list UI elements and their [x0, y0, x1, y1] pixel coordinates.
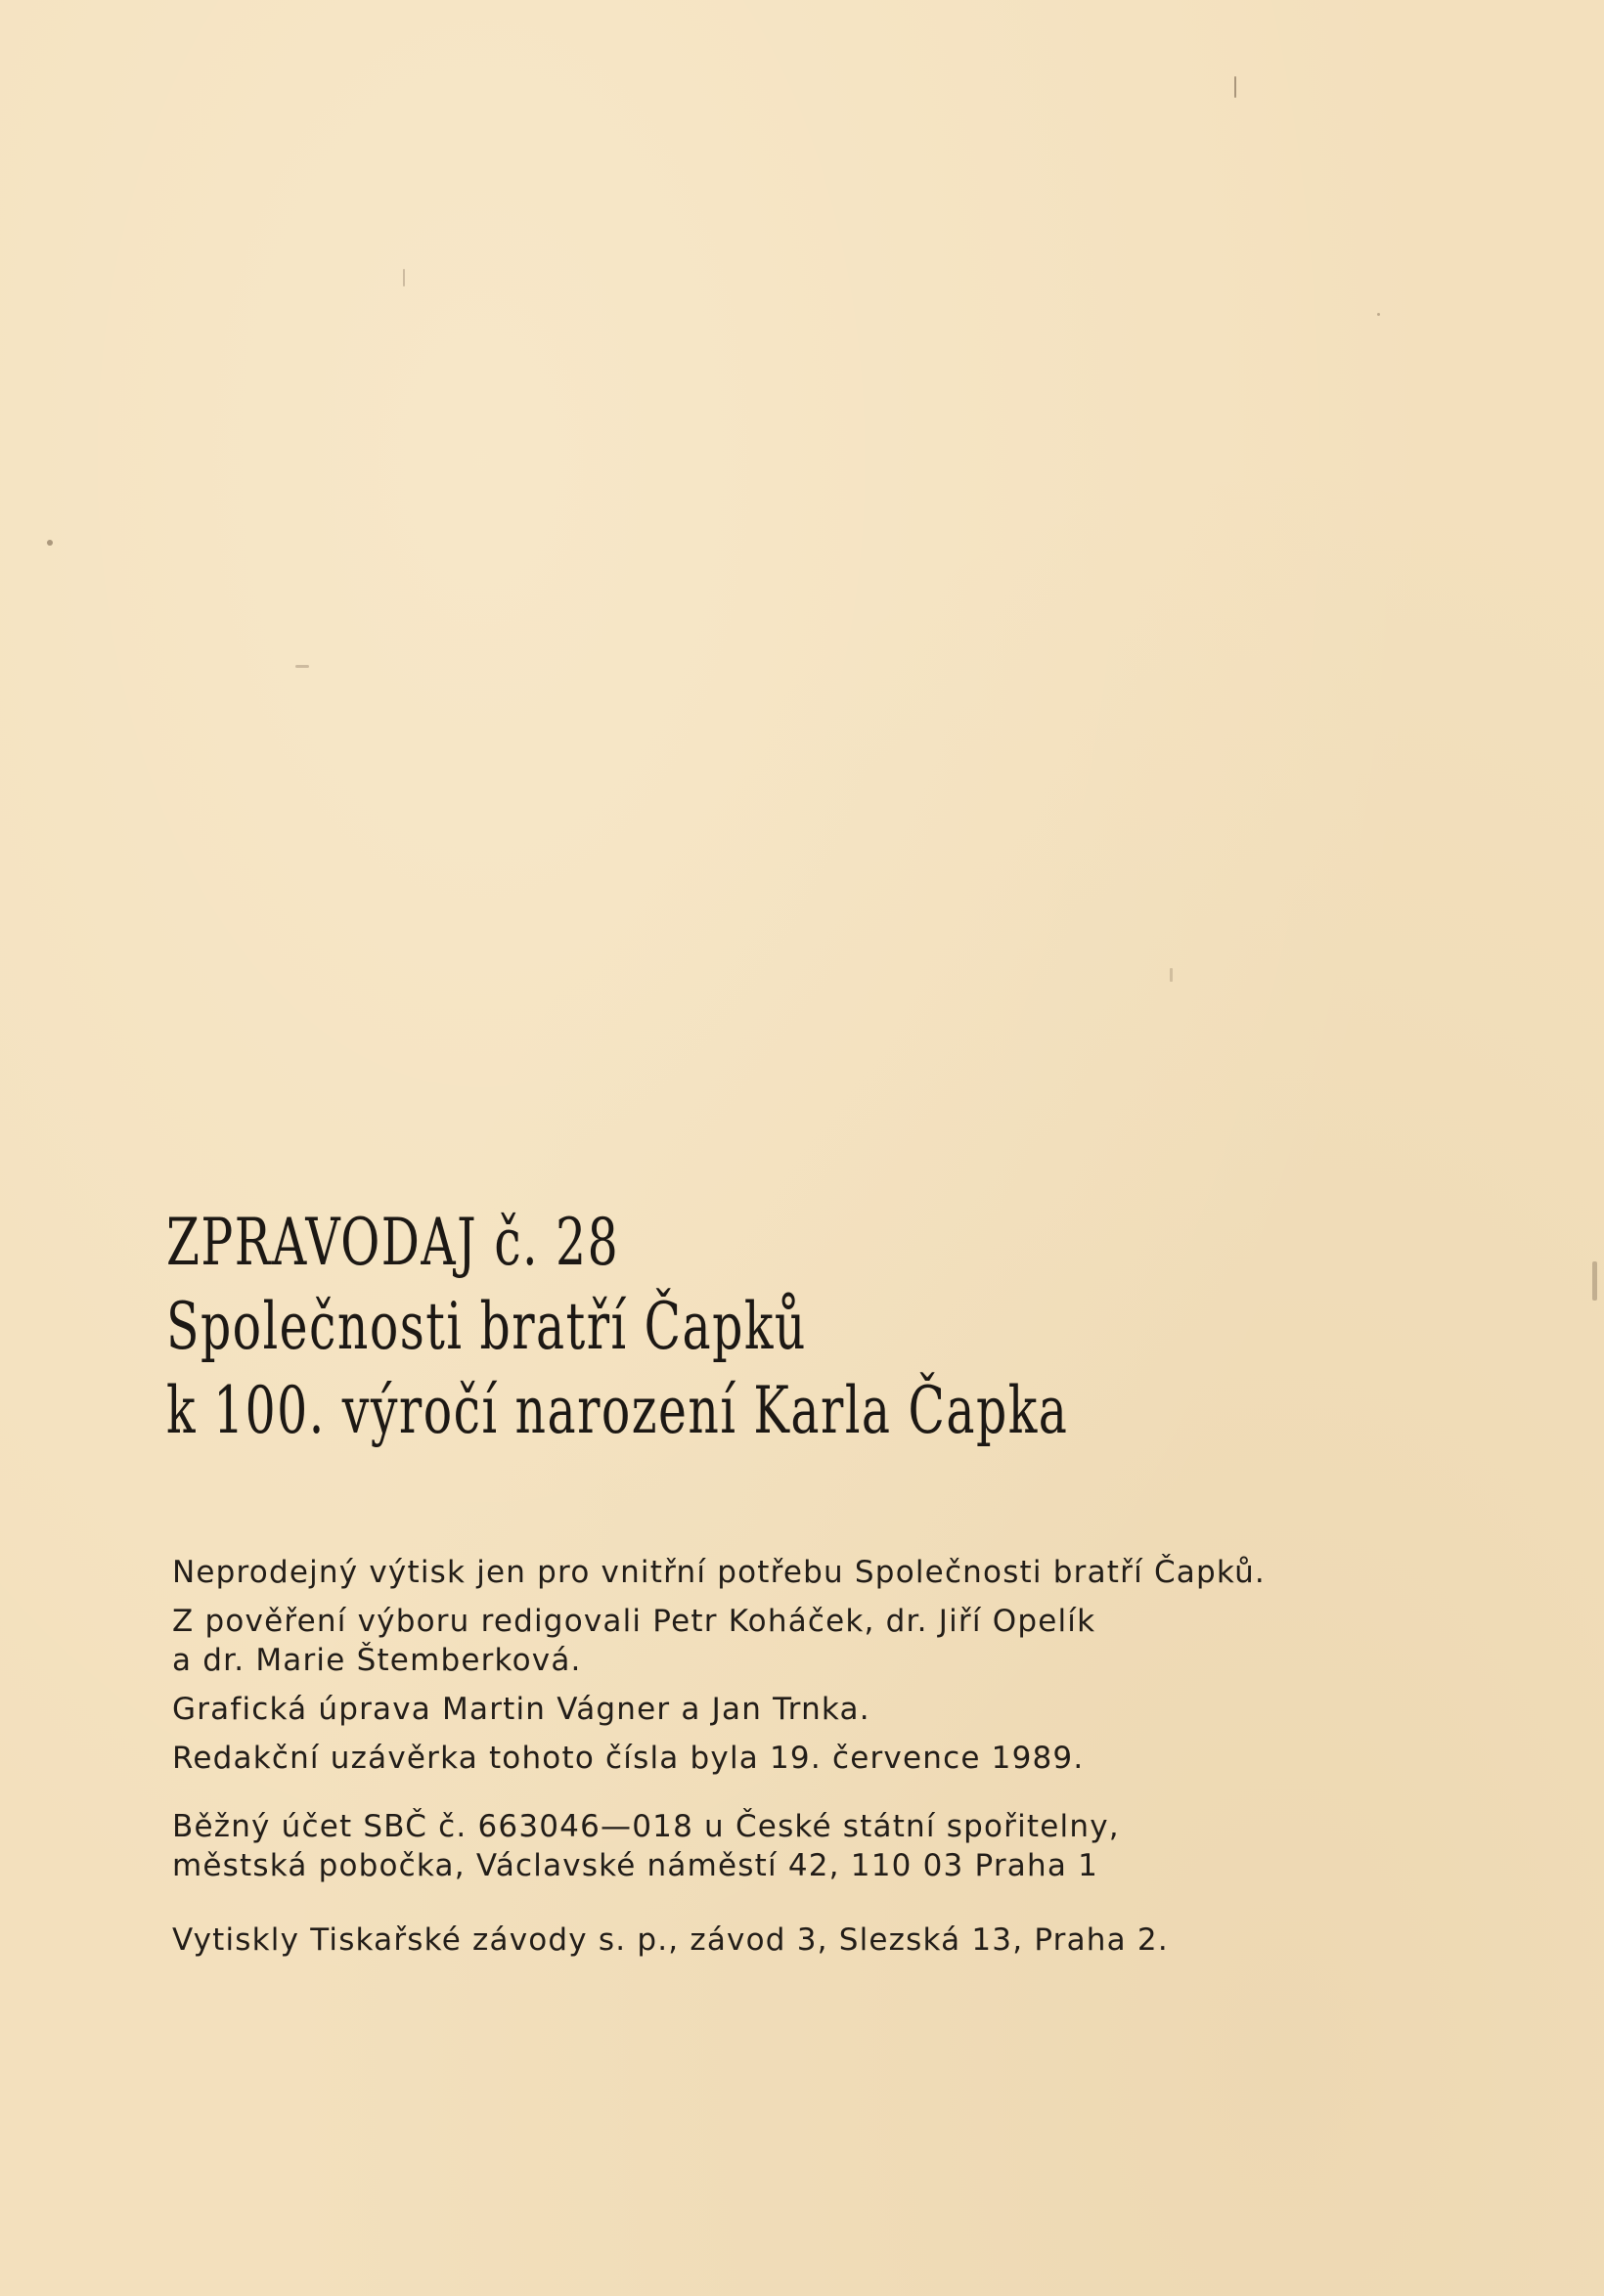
paper-speck: [1170, 968, 1173, 982]
paper-speck: [403, 269, 405, 287]
newsletter-title: [166, 1205, 1242, 1448]
not-for-sale-note: Neprodejný výtisk jen pro vnitřní potřebu Společnosti bratří Čapků.: [172, 1555, 1266, 1590]
graphic-design-note: Grafická úprava Martin Vágner a Jan Trnka.: [172, 1692, 870, 1727]
printer-note: Vytiskly Tiskařské závody s. p., závod 3, Slezská 13, Praha 2.: [172, 1922, 1169, 1958]
bank-account-line-2: městská pobočka, Václavské náměstí 42, 110 03 Praha 1: [172, 1848, 1099, 1883]
bank-account-line-1: Běžný účet SBČ č. 663046—018 u České státní spořitelny,: [172, 1809, 1120, 1844]
paper-speck: [1592, 1261, 1597, 1301]
paper-speck: [295, 665, 309, 668]
paper-speck: [47, 540, 53, 546]
editors-line-1: Z pověření výboru redigovali Petr Koháček, dr. Jiří Opelík: [172, 1604, 1096, 1639]
deadline-note: Redakční uzávěrka tohoto čísla byla 19. července 1989.: [172, 1741, 1085, 1776]
title-line-2: Společnosti bratří Čapků: [166, 1289, 807, 1364]
paper-speck: [1377, 313, 1380, 316]
colophon: [172, 1553, 1444, 1960]
paper-speck: [1234, 76, 1236, 98]
title-line-3: k 100. výročí narození Karla Čapka: [166, 1373, 1069, 1448]
editors-line-2: a dr. Marie Štemberková.: [172, 1643, 582, 1678]
title-line-1: ZPRAVODAJ č. 28: [166, 1205, 620, 1280]
